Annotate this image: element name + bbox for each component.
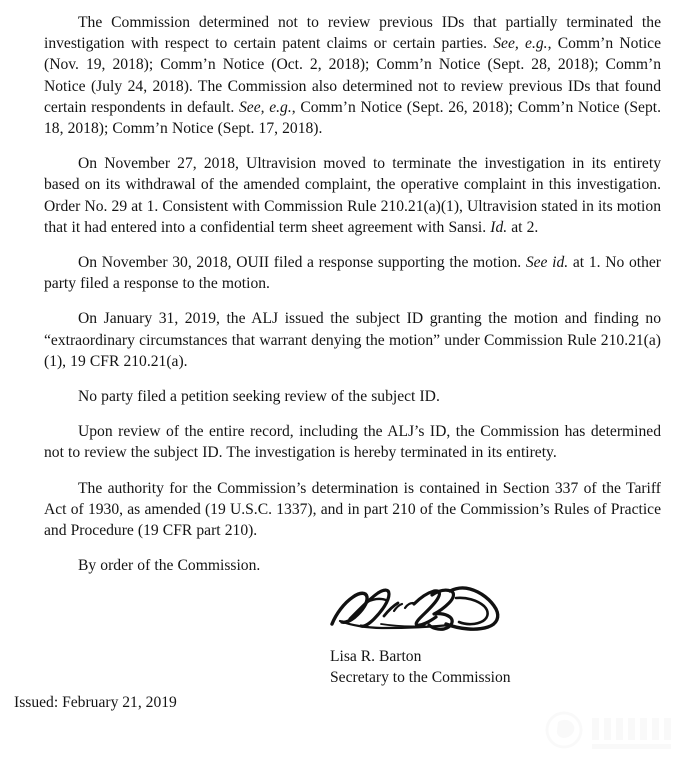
text-run-roman: at 1. No other party filed a response to the motion. <box>44 254 661 293</box>
text-run-italic: See, e.g. <box>493 35 548 53</box>
text-run-roman: Upon review of the entire record, including the ALJ’s ID, the Commission has determined not to review the subject ID. The investigation is hereby terminated in its entirety. <box>44 423 661 462</box>
paragraph-authority <box>44 478 661 542</box>
document-body <box>44 12 661 576</box>
paragraph-partial-terminations <box>44 12 661 139</box>
faint-logo-watermark <box>540 708 690 754</box>
signatory-title: Secretary to the Commission <box>330 669 511 687</box>
text-run-roman: On January 31, 2019, the ALJ issued the subject ID granting the motion and finding no “extraordinary circumstances that warrant denying the motion” under Commission Rule 210.21(a)(1), 19 CFR 210.21(a). <box>44 310 661 370</box>
paragraph-no-petition <box>44 386 661 407</box>
text-run-italic: Id. <box>490 218 508 236</box>
signatory-name: Lisa R. Barton <box>330 648 422 665</box>
text-run-roman: The Commission determined not to review previous IDs that partially terminated the investigation with respect to certain patent claims or certain parties. <box>44 14 661 53</box>
paragraph-alj-subject-id <box>44 308 661 372</box>
text-run-roman: On November 27, 2018, Ultravision moved to terminate the investigation in its entirety based on its withdrawal of the amended complaint, the operative complaint in this investigation. Order No. 29 at 1. Consistent with Commission Rule 210.21(a)(1), Ultravision stated in its motion that it had entered into a confidential term sheet agreement with Sansi. <box>44 155 661 236</box>
text-run-italic: See id. <box>525 254 569 272</box>
text-run-roman: at 2. <box>507 218 539 236</box>
text-run-roman: No party filed a petition seeking review of the subject ID. <box>78 388 440 406</box>
text-run-roman: , Comm’n Notice (Nov. 19, 2018); Comm’n Notice (Oct. 2, 2018); Comm’n Notice (Sept. 28, 2018); Comm’n Notice (July 24, 2018). The Commission also determined not to review previous IDs that found certain respondents in default. <box>44 35 661 116</box>
handwritten-signature <box>326 578 516 640</box>
text-run-roman: By order of the Commission. <box>78 557 261 575</box>
issued-date: Issued: February 21, 2019 <box>14 694 177 711</box>
text-run-roman: , Comm’n Notice (Sept. 26, 2018); Comm’n Notice (Sept. 18, 2018); Comm’n Notice (Sept. 17, 2018). <box>44 98 661 138</box>
text-run-italic: See, e.g. <box>238 98 292 116</box>
paragraph-motion-to-terminate <box>44 153 661 238</box>
paragraph-ouii-response <box>44 252 661 294</box>
signature-block <box>330 578 660 688</box>
signatory-info <box>330 646 660 688</box>
text-run-roman: On November 30, 2018, OUII filed a response supporting the motion. <box>78 254 526 272</box>
text-run-roman: The authority for the Commission’s determination is contained in Section 337 of the Tariff Act of 1930, as amended (19 U.S.C. 1337), and in part 210 of the Commission’s Rules of Practice and Procedure (19 CFR part 210). <box>44 479 661 540</box>
paragraph-by-order <box>44 555 661 576</box>
paragraph-upon-review <box>44 421 661 463</box>
